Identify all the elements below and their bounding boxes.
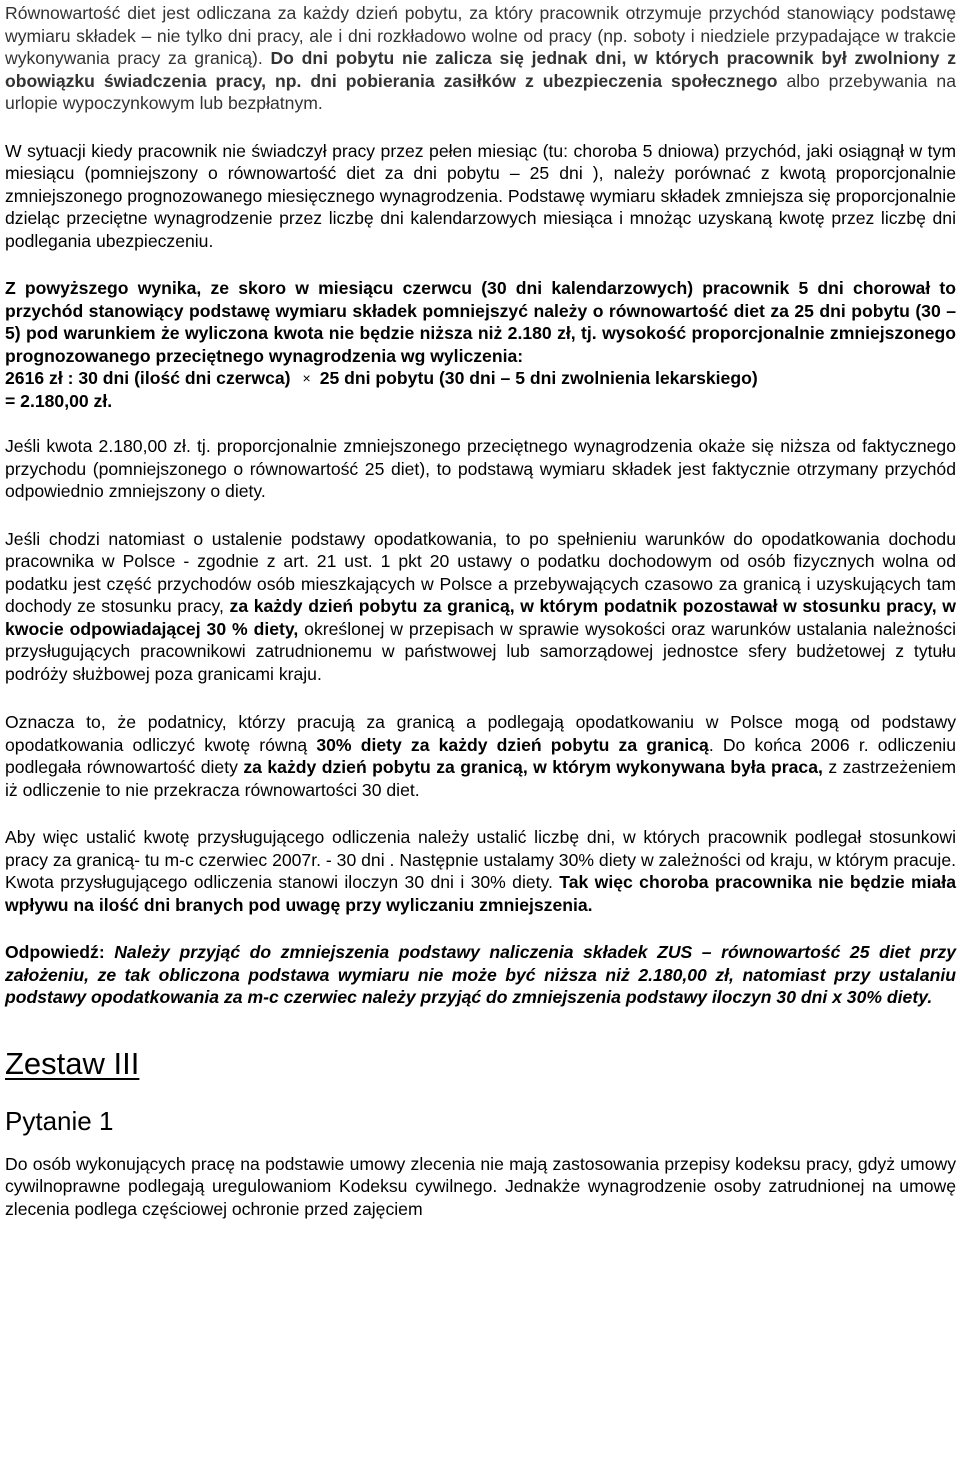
paragraph-taxpayers [5, 711, 956, 801]
multiply-icon: × [302, 370, 311, 386]
formula-left: 2616 zł : 30 dni (ilość dni czerwca) [5, 368, 291, 388]
paragraph-diet-equivalent [5, 2, 956, 115]
section-heading: Zestaw III [5, 1045, 140, 1081]
text-segment: Równowartość diet jest odliczana za każdy dzień pobytu, za który pracownik otrzymuje przychód stanowiący podstawę wymiaru składek – nie tylko dni pracy, ale i dni rozkładowo wolne od pracy (np. soboty i niedziele przypadające w trakcie wykonywania pracy za granicą). [5, 3, 956, 68]
paragraph-deduction [5, 826, 956, 916]
paragraph-calculation [5, 277, 956, 412]
bold-text-segment: za każdy dzień pobytu za granicą, w którym podatnik pozostawał w stosunku pracy, w kwocie odpowiadającej 30 % diety, [5, 596, 956, 639]
text-segment: określonej w przepisach w sprawie wysokości oraz warunków ustalania należności przysługujących pracownikowi zatrudnionemu w państwowej lub samorządowej jednostce sfery budżetowej z tytułu podróży służbowej poza granicami kraju. [5, 618, 956, 684]
bold-text-segment: Z powyższego wynika, ze skoro w miesiącu czerwcu (30 dni kalendarzowych) pracownik 5 dni chorował to przychód stanowiący podstawę wymiaru składek pomniejszyć należy o równowartość diet za 25 dni pobytu (30 – 5) pod warunkiem że wyliczona kwota nie będzie niższa niż 2.180 zł, tj. wysokość proporcjonalnie zmniejszonego prognozowanego przeciętnego wynagrodzenia wg wyliczenia: [5, 278, 956, 366]
bold-text-segment: Tak więc choroba pracownika nie będzie miała wpływu na ilość dni branych pod uwagę przy wyliczaniu zmniejszenia. [5, 872, 956, 915]
text-segment: z zastrzeżeniem iż odliczenie to nie przekracza równowartości 30 diet. [5, 757, 957, 800]
bold-text-segment: za każdy dzień pobytu za granicą, w którym wykonywana była praca, [243, 757, 823, 777]
text-segment: Oznacza to, że podatnicy, którzy pracują za granicą a podlegają opodatkowaniu w Polsce mogą od podstawy opodatkowania odliczyć kwotę równą [5, 712, 956, 755]
text-segment: Jeśli chodzi natomiast o ustalenie podstawy opodatkowania, to po spełnieniu warunków do opodatkowania dochodu pracownika w Polsce - zgodnie z art. 21 ust. 1 pkt 20 ustawy o podatku dochodowym od osób fizycznych wolna od podatku jest część przychodów osób mieszkających w Polsce a przebywających czasowo za granicą i uzyskujących tam dochody ze stosunku pracy, [5, 528, 956, 616]
paragraph-answer [5, 941, 956, 1009]
text-segment: albo przebywania na urlopie wypoczynkowym lub bezpłatnym. [5, 70, 956, 113]
answer-label: Odpowiedź: [5, 942, 105, 962]
bold-text-segment: 30% diety za każdy dzień pobytu za granicą [316, 734, 709, 755]
bold-text-segment: Do dni pobytu nie zalicza się jednak dni, w których pracownik był zwolniony z obowiązku świadczenia pracy, np. dni pobierania zasiłków z ubezpieczenia społecznego [5, 48, 956, 91]
paragraph-if-amount: Jeśli kwota 2.180,00 zł. tj. proporcjonalnie zmniejszonego przeciętnego wynagrodzenia okaże się niższa od faktycznego przychodu (pomniejszonego o równowartość 25 diet), to podstawą wymiaru składek jest faktycznie otrzymany przychód odpowiednio zmniejszony o diety. [5, 436, 956, 501]
paragraph-tax-base [5, 528, 956, 686]
document-page [0, 2, 960, 1220]
answer-text: Należy przyjąć do zmniejszenia podstawy naliczenia składek ZUS – równowartość 25 diet przy założeniu, ze tak obliczona podstawa wymiaru nie może być niższa niż 2.180,00 zł, natomiast przy ustalaniu podstawy opodatkowania za m-c czerwiec należy przyjąć do zmniejszenia podstawy iloczyn 30 dni x 30% diety. [5, 942, 956, 1007]
formula-right: 25 dni pobytu (30 dni – 5 dni zwolnienia lekarskiego) [319, 368, 758, 388]
text-segment: Aby więc ustalić kwotę przysługującego odliczenia należy ustalić liczbę dni, w których pracownik podlegał stosunkowi pracy za granicą- tu m-c czerwiec 2007r. - 30 dni . Następnie ustalamy 30% diety w zależności od kraju, w którym pracuje. Kwota przysługującego odliczenia stanowi iloczyn 30 dni i 30% diety. [5, 827, 956, 892]
text-segment: . Do końca 2006 r. odliczeniu podlegała równowartość diety [5, 734, 956, 777]
paragraph-partial-month: W sytuacji kiedy pracownik nie świadczył pracy przez pełen miesiąc (tu: choroba 5 dniowa) przychód, jaki osiągnął w tym miesiącu (pomniejszony o równowartość diet za dni pobytu – 25 dni ), należy porównać z kwotą proporcjonalnie zmniejszonego prognozowanego miesięcznego wynagrodzenia. Podstawę wymiaru składek zmniejsza się proporcjonalnie dzieląc przeciętne wynagrodzenie przez liczbę dni kalendarzowych miesiąca i mnożąc uzyskaną kwotę przez liczbę dni podlegania ubezpieczeniu. [5, 140, 956, 251]
paragraph-contract: Do osób wykonujących pracę na podstawie umowy zlecenia nie mają zastosowania przepisy kodeksu pracy, gdyż umowy cywilnoprawne podlegają uregulowaniom Kodeksu cywilnego. Jednakże wynagrodzenie osoby zatrudnionej na umowę zlecenia podlega częściowej ochronie przed zajęciem [5, 1153, 956, 1219]
question-heading: Pytanie 1 [5, 1105, 114, 1136]
formula-result: = 2.180,00 zł. [5, 390, 113, 411]
